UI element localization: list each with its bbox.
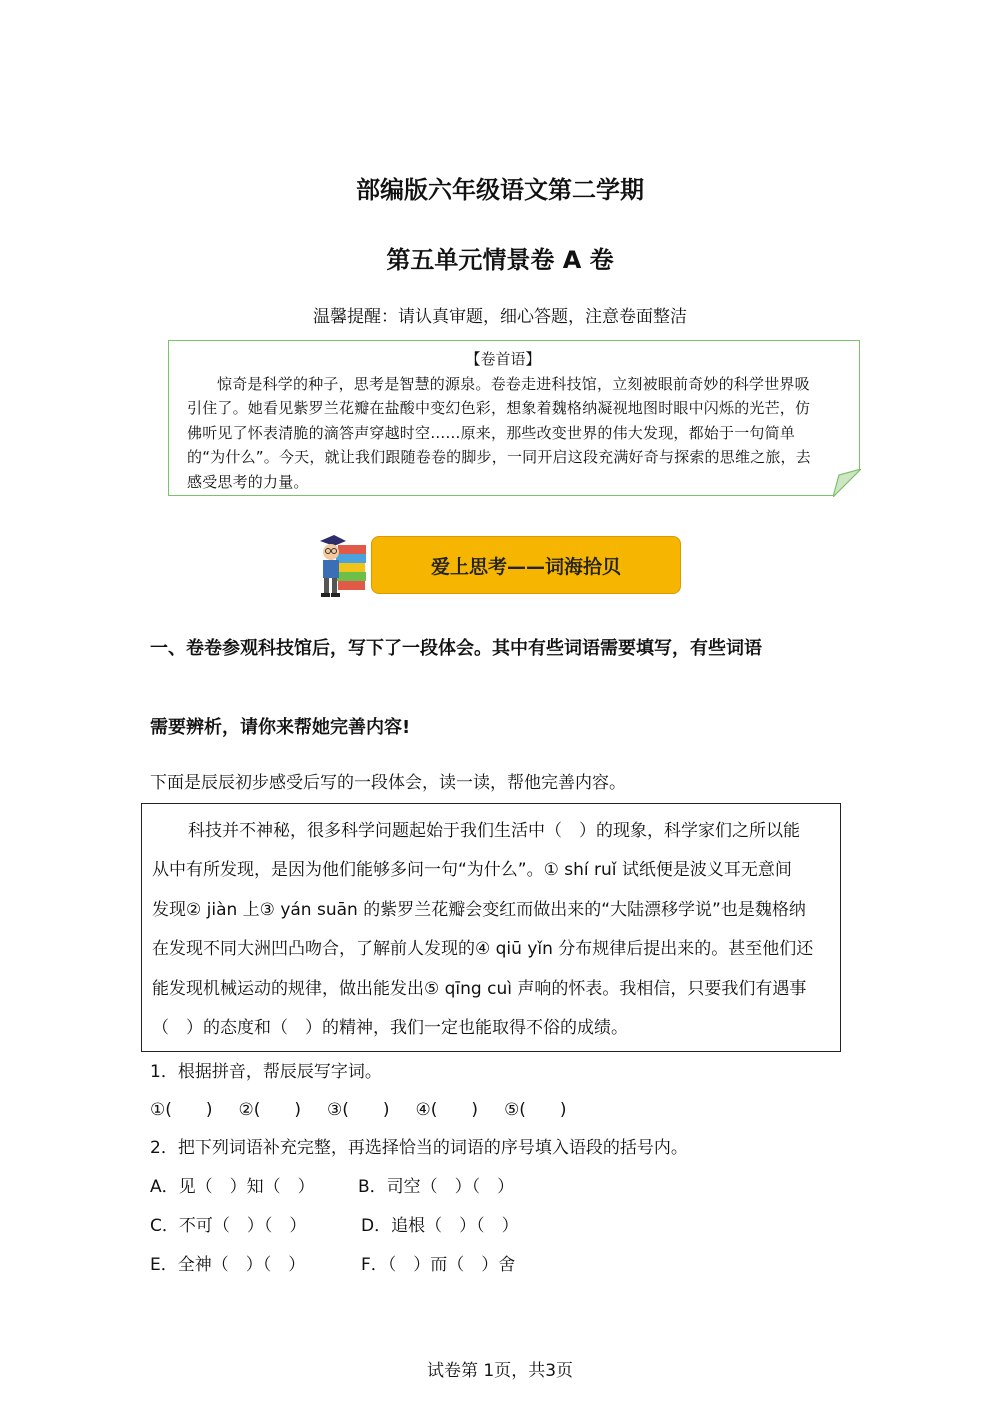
- reminder-text: 温馨提醒：请认真审题，细心答题，注意卷面整洁: [313, 307, 687, 327]
- answer-blank[interactable]: ②( ): [238, 1100, 302, 1120]
- answer-blank[interactable]: ③( ): [327, 1100, 390, 1120]
- question-heading-cont: 需要辨析，请你来帮她完善内容!: [150, 717, 411, 738]
- passage-line: 从中有所发现，是因为他们能够多问一句“为什么”。① shí ruǐ 试纸便是波义耳无意间: [152, 860, 792, 881]
- option-a: A．见（ ）知（ ）: [150, 1177, 315, 1197]
- option-d: D．追根（ ）（ ）: [361, 1216, 519, 1236]
- preface-line: 吸引住了。她看见紫罗兰花瓣在盐酸中变幻色彩，想象着魏格纳凝视地图时眼中闪烁的光芒，: [187, 374, 810, 417]
- preface-box: [168, 340, 860, 496]
- passage-line: 发现② jiàn 上③ yán suān 的紫罗兰花瓣会变红而做出来的“大陆漂移学说”也是魏格纳: [152, 899, 806, 920]
- subquestion-2-label: 2．把下列词语补充完整，再选择恰当的词语的序号填入语段的括号内。: [150, 1138, 688, 1158]
- preface-heading: 【卷首语】: [465, 350, 541, 368]
- passage-line: （ ）的态度和（ ）的精神，我们一定也能取得不俗的成绩。: [152, 1018, 628, 1039]
- answer-blank[interactable]: ①( ): [150, 1100, 213, 1120]
- question-heading: 一、卷卷参观科技馆后，写下了一段体会。其中有些词语需要填写，有些词语: [150, 638, 762, 659]
- option-e: E．全神（ ）（ ）: [150, 1255, 306, 1275]
- page-subtitle: 第五单元情景卷 A 卷: [386, 246, 614, 274]
- option-row: [150, 1250, 515, 1275]
- option-row: [150, 1211, 519, 1236]
- option-b: B．司空（ ）（ ）: [358, 1177, 515, 1197]
- answer-blank[interactable]: ⑤( ): [504, 1100, 567, 1120]
- preface-line: 单的“为什么”。今天，就让我们跟随卷卷的脚步，一同开启这段充满好奇与探索的思维之: [187, 423, 796, 466]
- passage-line: 科技并不神秘，很多科学问题起始于我们生活中（ ）的现象，科学家们之所以能: [188, 821, 800, 841]
- page-title: 部编版六年级语文第二学期: [356, 176, 644, 204]
- option-f: F．（ ）而（ ）舍: [361, 1255, 516, 1275]
- passage-line: 能发现机械运动的规律，做出能发出⑤ qīng cuì 声响的怀表。我相信，只要我们有遇事: [152, 978, 807, 999]
- student-with-books-icon: [312, 535, 370, 601]
- section-banner: 爱上思考——词海拾贝: [371, 536, 681, 594]
- preface-line: 惊奇是科学的种子，思考是智慧的源泉。卷卷走进科技馆，立刻被眼前奇妙的科学世界: [217, 374, 795, 393]
- subquestion-1-blanks: [150, 1095, 593, 1120]
- subquestion-1-label: 1．根据拼音，帮辰辰写字词。: [150, 1062, 382, 1082]
- preface-line: 旅，去感受思考的力量。: [187, 448, 811, 491]
- question-intro: 下面是辰辰初步感受后写的一段体会，读一读，帮他完善内容。: [150, 773, 626, 793]
- preface-line: 仿佛听见了怀表清脆的滴答声穿越时空……原来，那些改变世界的伟大发现，都始于一句简: [187, 399, 811, 442]
- preface-body: [187, 372, 819, 495]
- page-fold-icon: [833, 469, 861, 497]
- answer-blank[interactable]: ④( ): [415, 1100, 479, 1120]
- page-footer: 试卷第 1页，共3页: [426, 1361, 574, 1381]
- passage-line: 在发现不同大洲凹凸吻合，了解前人发现的④ qiū yǐn 分布规律后提出来的。甚至他们还: [152, 939, 814, 960]
- option-c: C．不可（ ）（ ）: [150, 1216, 307, 1236]
- passage-box: [141, 803, 841, 1052]
- option-row: [150, 1172, 514, 1197]
